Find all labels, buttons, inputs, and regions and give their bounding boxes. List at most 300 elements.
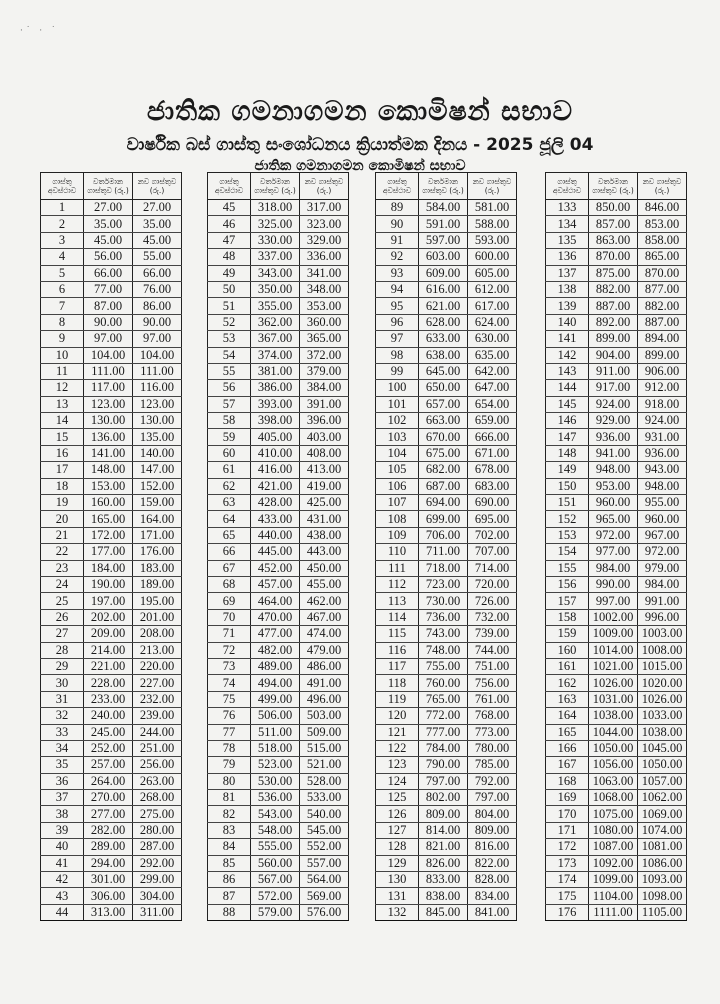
current-fare-cell: 657.00 [419, 396, 468, 412]
current-fare-cell: 875.00 [589, 265, 638, 281]
new-fare-cell: 201.00 [133, 609, 182, 625]
table-row [41, 626, 182, 642]
fare-table-1 [40, 172, 182, 921]
table-row [208, 396, 349, 412]
table-row [546, 576, 687, 592]
table-row [546, 363, 687, 379]
new-fare-cell: 773.00 [468, 724, 517, 740]
stage-cell: 6 [41, 281, 84, 297]
table-row [546, 314, 687, 330]
new-fare-cell: 756.00 [468, 675, 517, 691]
current-fare-cell: 1087.00 [589, 839, 638, 855]
stage-cell: 29 [41, 658, 84, 674]
table-row [208, 462, 349, 478]
stage-cell: 1 [41, 200, 84, 216]
current-fare-cell: 499.00 [251, 691, 300, 707]
current-fare-cell: 130.00 [84, 413, 133, 429]
table-row [41, 380, 182, 396]
current-fare-cell: 1099.00 [589, 872, 638, 888]
current-fare-cell: 924.00 [589, 396, 638, 412]
table-row [546, 806, 687, 822]
stage-cell: 131 [376, 888, 419, 904]
table-row [208, 363, 349, 379]
current-fare-cell: 826.00 [419, 855, 468, 871]
stage-cell: 166 [546, 740, 589, 756]
stage-cell: 127 [376, 822, 419, 838]
current-fare-cell: 141.00 [84, 445, 133, 461]
table-row [376, 757, 517, 773]
new-fare-cell: 630.00 [468, 331, 517, 347]
new-fare-cell: 906.00 [638, 363, 687, 379]
table-row [208, 314, 349, 330]
table-row [208, 724, 349, 740]
current-fare-cell: 257.00 [84, 757, 133, 773]
stage-cell: 146 [546, 413, 589, 429]
table-row [376, 626, 517, 642]
table-row [41, 888, 182, 904]
new-fare-cell: 671.00 [468, 445, 517, 461]
stage-cell: 123 [376, 757, 419, 773]
new-fare-cell: 189.00 [133, 576, 182, 592]
table-row [546, 904, 687, 920]
table-row [376, 724, 517, 740]
table-row [376, 822, 517, 838]
new-fare-cell: 45.00 [133, 232, 182, 248]
stage-cell: 108 [376, 511, 419, 527]
new-fare-cell: 1020.00 [638, 675, 687, 691]
new-fare-cell: 1069.00 [638, 806, 687, 822]
stage-cell: 97 [376, 331, 419, 347]
new-fare-cell: 213.00 [133, 642, 182, 658]
table-row [41, 544, 182, 560]
table-row [546, 445, 687, 461]
current-fare-cell: 477.00 [251, 626, 300, 642]
current-fare-cell: 367.00 [251, 331, 300, 347]
stage-cell: 35 [41, 757, 84, 773]
stage-cell: 126 [376, 806, 419, 822]
new-fare-cell: 348.00 [300, 281, 349, 297]
new-fare-cell: 111.00 [133, 363, 182, 379]
table-row [41, 232, 182, 248]
new-fare-cell: 419.00 [300, 478, 349, 494]
current-fare-cell: 687.00 [419, 478, 468, 494]
table-row [376, 413, 517, 429]
stage-cell: 159 [546, 626, 589, 642]
stage-cell: 81 [208, 790, 251, 806]
table-row [546, 757, 687, 773]
table-row [41, 347, 182, 363]
table-row [546, 544, 687, 560]
stage-cell: 55 [208, 363, 251, 379]
current-fare-cell: 1075.00 [589, 806, 638, 822]
stage-cell: 125 [376, 790, 419, 806]
current-fare-cell: 706.00 [419, 527, 468, 543]
table-row [546, 839, 687, 855]
stage-cell: 67 [208, 560, 251, 576]
current-fare-cell: 584.00 [419, 200, 468, 216]
table-row [376, 216, 517, 232]
current-fare-cell: 936.00 [589, 429, 638, 445]
current-fare-cell: 343.00 [251, 265, 300, 281]
table-row [208, 560, 349, 576]
new-fare-cell: 600.00 [468, 249, 517, 265]
current-fare-cell: 977.00 [589, 544, 638, 560]
current-fare-cell: 675.00 [419, 445, 468, 461]
new-fare-cell: 707.00 [468, 544, 517, 560]
table-row [208, 872, 349, 888]
table-row [546, 298, 687, 314]
new-fare-cell: 116.00 [133, 380, 182, 396]
document-subtitle: වාර්ෂික බස් ගාස්තු සංශෝධනය ක්‍රියාත්මක දිනය - 2025 ජූලි 04 [126, 135, 594, 155]
table-row [208, 331, 349, 347]
new-fare-cell: 732.00 [468, 609, 517, 625]
new-fare-cell: 244.00 [133, 724, 182, 740]
stage-cell: 15 [41, 429, 84, 445]
new-fare-cell: 1038.00 [638, 724, 687, 740]
new-fare-cell: 515.00 [300, 740, 349, 756]
table-row [376, 593, 517, 609]
current-fare-cell: 663.00 [419, 413, 468, 429]
stage-cell: 92 [376, 249, 419, 265]
stage-cell: 46 [208, 216, 251, 232]
current-fare-cell: 277.00 [84, 806, 133, 822]
stage-cell: 70 [208, 609, 251, 625]
new-fare-cell: 1105.00 [638, 904, 687, 920]
stage-cell: 151 [546, 495, 589, 511]
new-fare-cell: 882.00 [638, 298, 687, 314]
current-fare-cell: 633.00 [419, 331, 468, 347]
new-fare-cell: 251.00 [133, 740, 182, 756]
stage-cell: 158 [546, 609, 589, 625]
current-fare-cell: 1009.00 [589, 626, 638, 642]
new-fare-cell: 955.00 [638, 495, 687, 511]
stage-cell: 27 [41, 626, 84, 642]
stage-cell: 83 [208, 822, 251, 838]
current-fare-cell: 197.00 [84, 593, 133, 609]
current-fare-cell: 289.00 [84, 839, 133, 855]
stage-cell: 24 [41, 576, 84, 592]
new-fare-cell: 379.00 [300, 363, 349, 379]
table-row [208, 576, 349, 592]
current-fare-cell: 1063.00 [589, 773, 638, 789]
current-fare-cell: 579.00 [251, 904, 300, 920]
stage-cell: 86 [208, 872, 251, 888]
table-row [41, 806, 182, 822]
new-fare-cell: 304.00 [133, 888, 182, 904]
current-fare-cell: 214.00 [84, 642, 133, 658]
stage-cell: 130 [376, 872, 419, 888]
stage-cell: 156 [546, 576, 589, 592]
stage-cell: 18 [41, 478, 84, 494]
stage-cell: 47 [208, 232, 251, 248]
new-fare-cell: 86.00 [133, 298, 182, 314]
current-fare-cell: 386.00 [251, 380, 300, 396]
new-fare-cell: 809.00 [468, 822, 517, 838]
document-subtitle-secondary: ජාතික ගමනාගමන කොමිෂන් සභාව [254, 158, 466, 174]
table-row [546, 216, 687, 232]
current-fare-cell: 111.00 [84, 363, 133, 379]
current-fare-cell: 1031.00 [589, 691, 638, 707]
new-fare-cell: 438.00 [300, 527, 349, 543]
table-row [376, 708, 517, 724]
table-row [376, 544, 517, 560]
new-fare-cell: 984.00 [638, 576, 687, 592]
new-fare-cell: 232.00 [133, 691, 182, 707]
current-fare-cell: 1014.00 [589, 642, 638, 658]
current-fare-cell: 245.00 [84, 724, 133, 740]
table-row [41, 429, 182, 445]
table-row [208, 708, 349, 724]
new-fare-cell: 360.00 [300, 314, 349, 330]
table-row [546, 200, 687, 216]
new-fare-cell: 726.00 [468, 593, 517, 609]
new-fare-cell: 27.00 [133, 200, 182, 216]
table-row [208, 888, 349, 904]
stage-cell: 42 [41, 872, 84, 888]
stage-cell: 64 [208, 511, 251, 527]
table-row [41, 904, 182, 920]
new-fare-cell: 1086.00 [638, 855, 687, 871]
stage-cell: 173 [546, 855, 589, 871]
stage-cell: 164 [546, 708, 589, 724]
stage-cell: 10 [41, 347, 84, 363]
new-fare-cell: 336.00 [300, 249, 349, 265]
stage-cell: 11 [41, 363, 84, 379]
new-fare-cell: 564.00 [300, 872, 349, 888]
current-fare-cell: 374.00 [251, 347, 300, 363]
table-row [546, 822, 687, 838]
current-fare-cell: 56.00 [84, 249, 133, 265]
stage-cell: 17 [41, 462, 84, 478]
stage-cell: 61 [208, 462, 251, 478]
new-fare-cell: 239.00 [133, 708, 182, 724]
stage-cell: 53 [208, 331, 251, 347]
current-fare-cell: 948.00 [589, 462, 638, 478]
current-fare-cell: 548.00 [251, 822, 300, 838]
current-fare-cell: 833.00 [419, 872, 468, 888]
current-fare-cell: 416.00 [251, 462, 300, 478]
stage-cell: 23 [41, 560, 84, 576]
table-row [546, 478, 687, 494]
current-fare-cell: 452.00 [251, 560, 300, 576]
current-fare-cell: 802.00 [419, 790, 468, 806]
column-header-stage: ගාස්තු අවස්ථාව [41, 173, 84, 200]
new-fare-cell: 413.00 [300, 462, 349, 478]
current-fare-cell: 184.00 [84, 560, 133, 576]
stage-cell: 32 [41, 708, 84, 724]
stage-cell: 59 [208, 429, 251, 445]
stage-cell: 37 [41, 790, 84, 806]
stage-cell: 104 [376, 445, 419, 461]
table-row [208, 429, 349, 445]
stage-cell: 31 [41, 691, 84, 707]
table-row [546, 281, 687, 297]
stage-cell: 106 [376, 478, 419, 494]
current-fare-cell: 809.00 [419, 806, 468, 822]
stage-cell: 96 [376, 314, 419, 330]
table-row [208, 839, 349, 855]
current-fare-cell: 136.00 [84, 429, 133, 445]
table-row [376, 806, 517, 822]
stage-cell: 51 [208, 298, 251, 314]
column-header-current: වර්තමාන ගාස්තුව (රු.) [84, 173, 133, 200]
column-header-stage: ගාස්තු අවස්ථාව [546, 173, 589, 200]
stage-cell: 168 [546, 773, 589, 789]
current-fare-cell: 591.00 [419, 216, 468, 232]
current-fare-cell: 282.00 [84, 822, 133, 838]
stage-cell: 132 [376, 904, 419, 920]
table-row [208, 773, 349, 789]
current-fare-cell: 984.00 [589, 560, 638, 576]
stage-cell: 25 [41, 593, 84, 609]
new-fare-cell: 311.00 [133, 904, 182, 920]
current-fare-cell: 421.00 [251, 478, 300, 494]
stage-cell: 167 [546, 757, 589, 773]
new-fare-cell: 208.00 [133, 626, 182, 642]
current-fare-cell: 445.00 [251, 544, 300, 560]
current-fare-cell: 470.00 [251, 609, 300, 625]
current-fare-cell: 457.00 [251, 576, 300, 592]
stage-cell: 22 [41, 544, 84, 560]
current-fare-cell: 670.00 [419, 429, 468, 445]
new-fare-cell: 268.00 [133, 790, 182, 806]
table-row [376, 527, 517, 543]
current-fare-cell: 240.00 [84, 708, 133, 724]
new-fare-cell: 176.00 [133, 544, 182, 560]
stage-cell: 5 [41, 265, 84, 281]
new-fare-cell: 1062.00 [638, 790, 687, 806]
new-fare-cell: 780.00 [468, 740, 517, 756]
table-row [376, 347, 517, 363]
table-row [546, 872, 687, 888]
current-fare-cell: 428.00 [251, 495, 300, 511]
stage-cell: 66 [208, 544, 251, 560]
stage-cell: 139 [546, 298, 589, 314]
table-row [41, 691, 182, 707]
table-row [376, 429, 517, 445]
stage-cell: 65 [208, 527, 251, 543]
table-row [41, 740, 182, 756]
new-fare-cell: 403.00 [300, 429, 349, 445]
table-row [546, 593, 687, 609]
current-fare-cell: 882.00 [589, 281, 638, 297]
current-fare-cell: 572.00 [251, 888, 300, 904]
new-fare-cell: 702.00 [468, 527, 517, 543]
new-fare-cell: 678.00 [468, 462, 517, 478]
stage-cell: 176 [546, 904, 589, 920]
table-row [546, 675, 687, 691]
stage-cell: 20 [41, 511, 84, 527]
stage-cell: 128 [376, 839, 419, 855]
current-fare-cell: 153.00 [84, 478, 133, 494]
new-fare-cell: 816.00 [468, 839, 517, 855]
stage-cell: 8 [41, 314, 84, 330]
current-fare-cell: 530.00 [251, 773, 300, 789]
table-row [208, 527, 349, 543]
document-title: ජාතික ගමනාගමන කොමිෂන් සභාව [146, 96, 574, 127]
stage-cell: 116 [376, 642, 419, 658]
current-fare-cell: 301.00 [84, 872, 133, 888]
current-fare-cell: 398.00 [251, 413, 300, 429]
stage-cell: 41 [41, 855, 84, 871]
table-row [376, 691, 517, 707]
current-fare-cell: 850.00 [589, 200, 638, 216]
table-row [208, 413, 349, 429]
current-fare-cell: 337.00 [251, 249, 300, 265]
table-row [376, 658, 517, 674]
current-fare-cell: 381.00 [251, 363, 300, 379]
new-fare-cell: 899.00 [638, 347, 687, 363]
table-row [41, 839, 182, 855]
current-fare-cell: 87.00 [84, 298, 133, 314]
table-row [376, 314, 517, 330]
current-fare-cell: 97.00 [84, 331, 133, 347]
new-fare-cell: 474.00 [300, 626, 349, 642]
table-row [208, 249, 349, 265]
table-row [41, 773, 182, 789]
current-fare-cell: 597.00 [419, 232, 468, 248]
table-row [208, 478, 349, 494]
fare-table-3 [375, 172, 517, 921]
new-fare-cell: 1074.00 [638, 822, 687, 838]
new-fare-cell: 1015.00 [638, 658, 687, 674]
stage-cell: 33 [41, 724, 84, 740]
new-fare-cell: 425.00 [300, 495, 349, 511]
current-fare-cell: 1056.00 [589, 757, 638, 773]
current-fare-cell: 35.00 [84, 216, 133, 232]
current-fare-cell: 904.00 [589, 347, 638, 363]
table-row [41, 363, 182, 379]
stage-cell: 36 [41, 773, 84, 789]
new-fare-cell: 924.00 [638, 413, 687, 429]
new-fare-cell: 654.00 [468, 396, 517, 412]
current-fare-cell: 567.00 [251, 872, 300, 888]
new-fare-cell: 1050.00 [638, 757, 687, 773]
new-fare-cell: 761.00 [468, 691, 517, 707]
table-row [41, 527, 182, 543]
stage-cell: 121 [376, 724, 419, 740]
stage-cell: 52 [208, 314, 251, 330]
table-row [208, 757, 349, 773]
current-fare-cell: 609.00 [419, 265, 468, 281]
stage-cell: 98 [376, 347, 419, 363]
table-row [546, 511, 687, 527]
new-fare-cell: 822.00 [468, 855, 517, 871]
stage-cell: 3 [41, 232, 84, 248]
current-fare-cell: 489.00 [251, 658, 300, 674]
new-fare-cell: 785.00 [468, 757, 517, 773]
table-row [41, 609, 182, 625]
new-fare-cell: 605.00 [468, 265, 517, 281]
current-fare-cell: 160.00 [84, 495, 133, 511]
new-fare-cell: 509.00 [300, 724, 349, 740]
current-fare-cell: 433.00 [251, 511, 300, 527]
table-row [376, 642, 517, 658]
stage-cell: 62 [208, 478, 251, 494]
current-fare-cell: 892.00 [589, 314, 638, 330]
table-row [546, 265, 687, 281]
new-fare-cell: 140.00 [133, 445, 182, 461]
current-fare-cell: 1111.00 [589, 904, 638, 920]
stage-cell: 76 [208, 708, 251, 724]
new-fare-cell: 152.00 [133, 478, 182, 494]
new-fare-cell: 467.00 [300, 609, 349, 625]
new-fare-cell: 317.00 [300, 200, 349, 216]
new-fare-cell: 690.00 [468, 495, 517, 511]
current-fare-cell: 330.00 [251, 232, 300, 248]
current-fare-cell: 990.00 [589, 576, 638, 592]
stage-cell: 147 [546, 429, 589, 445]
